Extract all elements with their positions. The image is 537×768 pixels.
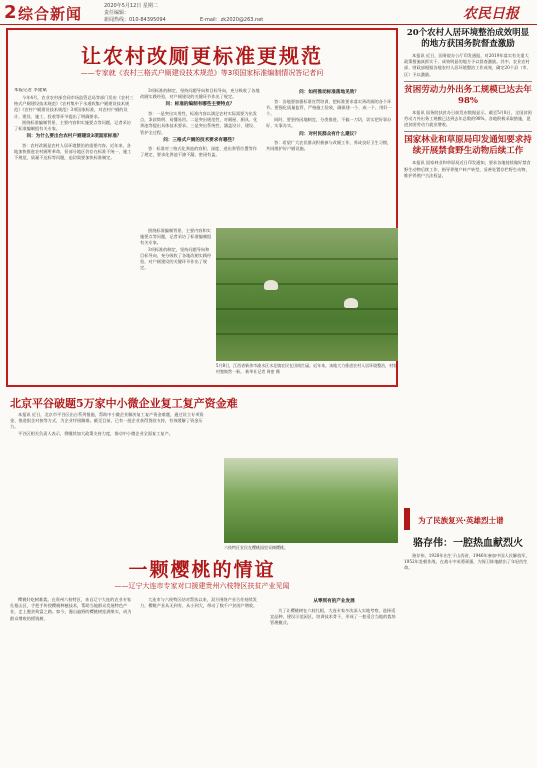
photo-caption: [216, 363, 398, 374]
crop-row: [216, 283, 398, 285]
right-column: [404, 28, 532, 179]
red-bar-icon: [404, 508, 410, 530]
hero-series-title: 为了民族复兴·英雄烈士谱: [418, 516, 504, 525]
lead-paragraph: 答：希望广大农民群众积极参与改厕工作，养成良好卫生习惯，共同维护好户厕设施。: [266, 140, 392, 152]
right-paragraph: 本报讯 国务院扶贫办日前发布数据显示，截至5月8日，全国贫困劳动力外出务工规模已达到去年总数的98%，各地积极采取措施，促进贫困劳动力就业增收。: [404, 109, 532, 128]
header-date: 2020年5月12日 星期二: [104, 3, 158, 9]
right-headline-3: 国家林业和草原局印发通知要求持续开展禁食野生动物后续工作: [404, 135, 532, 157]
hero-paragraph: 骆存伟，1928年出生于山西省，1946年参加中国人民解放军，1952年赴朝作战，在战斗中英勇顽强，为保卫阵地献出了年轻的生命。: [404, 553, 530, 571]
lead-paragraph: 今年4月，农业农村部会同市场监管总局等部门发布《农村三格式户厕建设技术规范》《农村集中下水道收集户厕建设技术规范》《农村户厕建设技术规范》3项国家标准，对农村户厕的设计、建设、施工、验收等环节提出了明确要求。: [14, 95, 134, 119]
village-photo-caption: 六枝特区农民在樱桃园里采摘樱桃。: [224, 545, 288, 550]
farmer-figure: [264, 280, 278, 290]
lead-article: [6, 28, 398, 387]
lead-paragraph: 3项标准的制定，坚持问题导向和目标导向，充分吸收了各地改厕实践经验，对户厕建设的关键环节作出了规定。: [140, 246, 212, 271]
lead-question: 问：为什么要出台农村户厕建设3项国家标准？: [26, 134, 122, 140]
crop-row: [216, 308, 398, 310]
right-headline-2: 贫困劳动力外出务工规模已达去年98%: [404, 84, 532, 106]
header-phone: 新闻热线：010-84395094: [104, 17, 166, 23]
village-photo: [224, 458, 398, 543]
right-paragraph: 本报讯 国家林业和草原局近日印发通知，要求各地持续做好禁食野生动物后续工作，指导养殖户转产转型，妥善处置存栏野生动物，维护养殖户合法权益。: [404, 160, 531, 178]
lead-question: 问：三格式户厕的技术要求有哪些？: [163, 137, 237, 143]
page-header: [0, 0, 537, 25]
photo-credit: 新华社记者 周密 摄: [245, 368, 280, 374]
mid-headline: 北京平谷破题5万家中小微企业复工复产资金难: [10, 397, 238, 410]
lead-question: 问：对村民群众有什么建议？: [299, 131, 359, 137]
cherry-column-3: [270, 597, 398, 763]
lead-question: 问：如何推动标准落地见效？: [299, 90, 359, 95]
lead-title: 让农村改厕更标准更规范: [81, 44, 323, 68]
lead-subtitle: ——专家就《农村三格式户厕建设技术规范》等3项国家标准编制情况答记者问: [80, 69, 324, 77]
lead-column-2: [140, 88, 260, 226]
crop-row: [216, 258, 398, 260]
cherry-paragraph: 樱桃好吃树难栽。在贵州六枝特区，来自辽宁大连的农业专家扎根山区，手把手传授樱桃种植技术，帮助当地群众发展特色产业，走上脱贫致富之路。如今，漫山遍野的樱桃树挂满果实，成为群众增收的摇钱树。: [10, 597, 132, 621]
cherry-paragraph: 为了让樱桃树在六枝扎根，大连专家多次深入实地考察，选择适宜品种，建设示范园区，培训技术骨干，形成了一套适合当地的栽培管理模式。: [270, 607, 396, 625]
lead-question: 问：标准的编制有哪些主要特点？: [165, 102, 235, 108]
cherry-subhead: 从零到有的产业发展: [313, 599, 355, 604]
lead-paragraph: 答：各地要加强标准宣贯培训，把标准要求落实到改厕的各个环节。要强化质量监管，严格施工验收，确保建一个、成一个、用好一个。: [266, 98, 392, 116]
cherry-headline: 一颗樱桃的情谊: [128, 559, 276, 581]
mid-paragraph: 平谷区相关负责人表示，将继续加大政策支持力度，推动中小微企业全面复工复产。: [18, 430, 173, 436]
lead-column-3: [266, 88, 392, 226]
mid-paragraph: 本报讯 近日，北京市平谷区出台系列措施，帮助中小微企业解决复工复产资金难题，通过设立专项资金、推进银企对接等方式，为企业纾困解难。截至目前，已有一批企业获得贷款支持，有效缓解了资金压力。: [10, 412, 204, 430]
lead-paragraph: 3项标准的制定，坚持问题导向和目标导向，充分吸收了各地改厕实践经验，对户厕建设的关键环节作出了规定。: [140, 88, 260, 100]
cherry-column-1: [10, 597, 134, 763]
field-photo: [216, 228, 398, 361]
lead-paragraph: 围绕标准编制背景、主要内容和实施要点等问题，记者采访了标准编制组有关专家。: [14, 119, 131, 132]
lead-paragraph: 答：一是突出实用性，标准内容以满足农村实际需要为出发点，条款简明、易懂易用。二是突出规范性，对厕屋、厕具、化粪池等提出具体技术要求。三是突出系统性，涵盖设计、建设、管护全过程。: [140, 110, 258, 135]
lead-paragraph: 答：农村改厕是农村人居环境整治的重要内容。近年来，各地加快推进农村厕所革命，但部分地区仍存在标准不统一、施工不规范、质量不达标等问题，迫切需要加快标准制定。: [14, 142, 132, 161]
right-paragraph: 本报讯 近日，国务院办公厅印发通报，对2019年落实有关重大政策措施真抓实干、成效明显的地方予以督查激励。其中，农业农村部、财政部根据各地农村人居环境整治工作成效，确定20个县（市、区）予以激励。: [404, 53, 531, 77]
crop-row: [216, 333, 398, 335]
lead-paragraph: 同时，要坚持因地制宜，分类推进，不搞一刀切，切实把好事办好、实事办实。: [266, 117, 392, 129]
farmer-figure: [344, 298, 358, 308]
section-title: 综合新闻: [18, 5, 83, 23]
header-editor: 责任编辑：: [104, 10, 130, 16]
lead-paragraph: 围绕标准编制背景、主要内容和实施要点等问题，记者采访了标准编制组有关专家。: [140, 228, 212, 246]
divider: [404, 81, 532, 82]
photo-caption-text: 5月8日，江西省新余市渝水区水北镇农民在田间忙碌。近年来，该地大力推进农村人居环境整治，村容村貌焕然一新。: [216, 363, 398, 374]
cherry-column-2: [140, 597, 264, 763]
lead-paragraph: 答：标准对三格式化粪池的容积、深度、进出粪管位置等作了规定，要求化粪池不渗不漏、密闭有盖。: [140, 146, 257, 158]
lead-byline: 本报记者 李建斌: [14, 88, 47, 93]
right-headline-1: 20个农村人居环境整治成效明显的地方获国务院督查激励: [406, 28, 530, 49]
hero-headline: 骆存伟：一腔热血献烈火: [413, 538, 523, 549]
newspaper-brand: 农民日报: [463, 6, 519, 22]
cherry-paragraph: 大连市与六枝特区结对帮扶以来，双方围绕产业合作持续发力，樱桃产业从无到有、从小到大，带动了数千户贫困户增收。: [140, 597, 258, 609]
hero-column-header: [404, 508, 532, 572]
divider: [404, 131, 532, 132]
page-number: 2: [4, 2, 17, 23]
header-email: E-mail：zk2020@263.net: [200, 17, 264, 23]
lead-column-1: [14, 88, 134, 380]
mid-article-body: [10, 412, 210, 552]
lead-column-2b: [140, 228, 212, 378]
cherry-subtitle: ——辽宁大连市专家对口援建贵州六枝特区扶贫产业见闻: [114, 582, 290, 590]
